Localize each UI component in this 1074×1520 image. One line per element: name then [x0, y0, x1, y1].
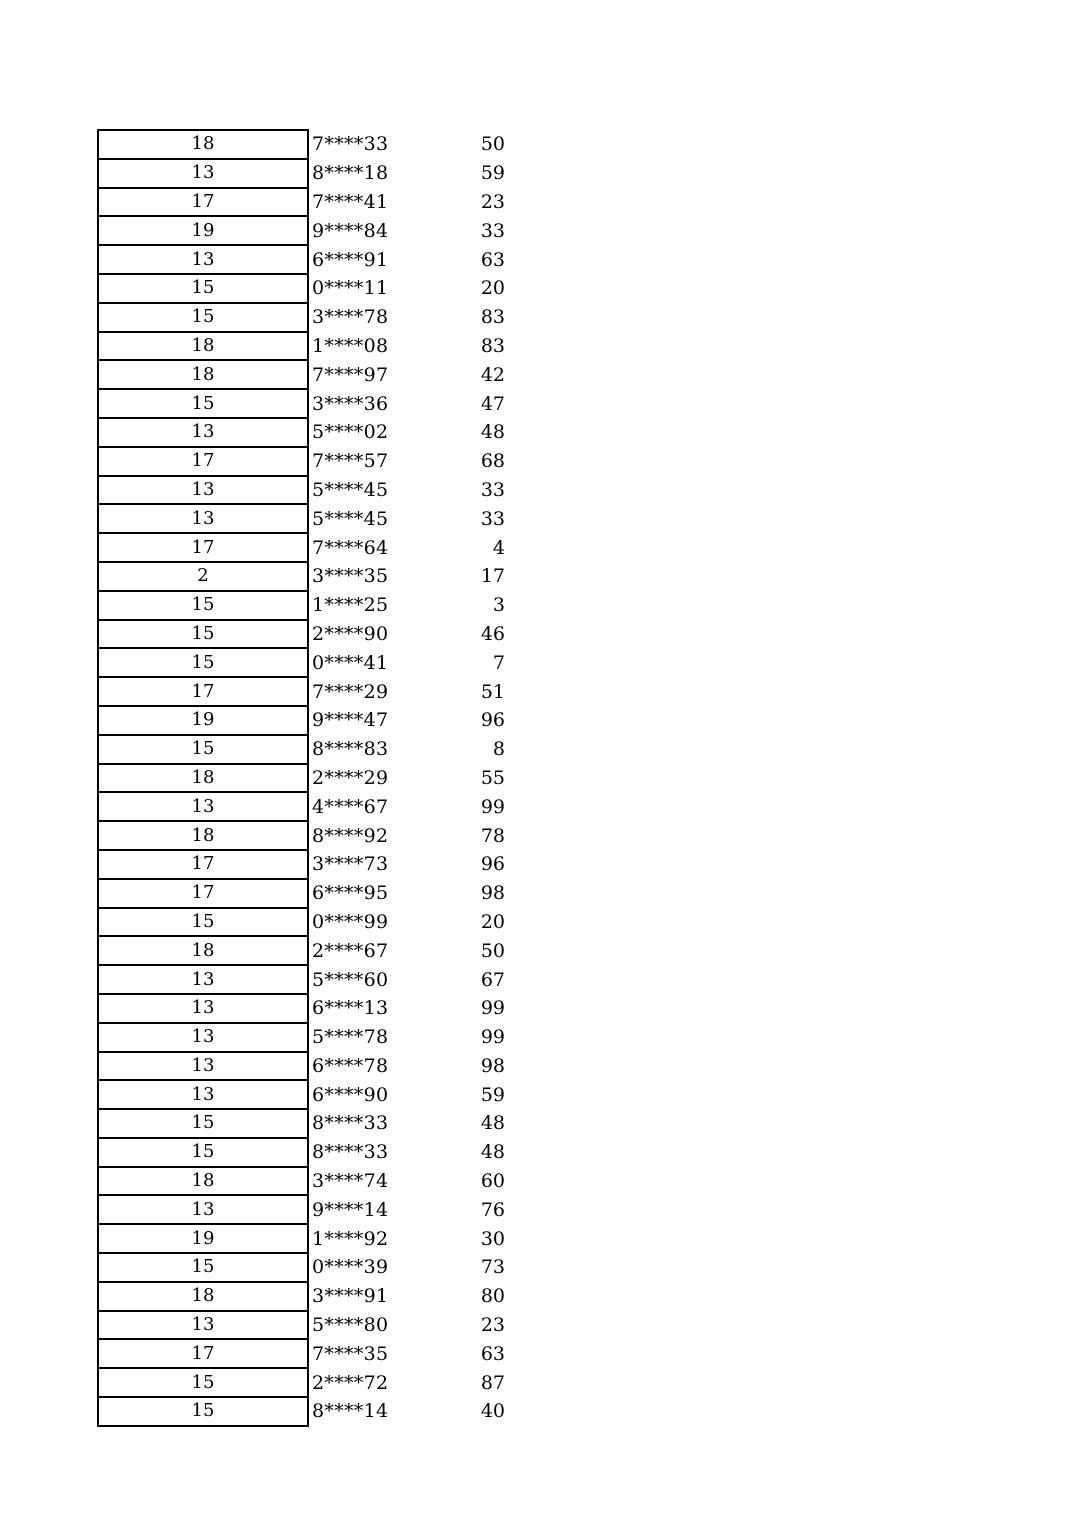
table-row	[98, 159, 507, 188]
masked-id-cell: 9****14	[312, 1198, 389, 1221]
table-row	[98, 936, 507, 965]
group-cell: 18	[98, 1167, 308, 1196]
score-cell: 99	[480, 1026, 505, 1049]
group-cell: 18	[98, 360, 308, 389]
group-cell: 15	[98, 274, 308, 303]
score-cell: 99	[480, 795, 505, 818]
group-cell: 19	[98, 1224, 308, 1253]
score-cell: 23	[480, 190, 505, 213]
group-cell: 15	[98, 303, 308, 332]
table-row	[98, 850, 507, 879]
score-cell: 87	[480, 1371, 505, 1394]
masked-id-cell: 6****95	[312, 882, 389, 905]
table-row	[98, 735, 507, 764]
masked-id-cell: 7****33	[312, 133, 389, 156]
masked-id-cell: 3****78	[312, 306, 389, 329]
group-cell: 13	[98, 1023, 308, 1052]
score-cell: 55	[480, 766, 505, 789]
group-cell: 13	[98, 418, 308, 447]
score-cell: 17	[480, 565, 505, 588]
masked-id-cell: 0****39	[312, 1256, 389, 1279]
score-cell: 76	[480, 1198, 505, 1221]
table-row	[98, 764, 507, 793]
masked-id-cell: 8****83	[312, 738, 389, 761]
score-cell: 7	[492, 651, 505, 674]
table-row	[98, 303, 507, 332]
table-row	[98, 908, 507, 937]
group-cell: 15	[98, 389, 308, 418]
table-row	[98, 533, 507, 562]
masked-id-cell: 0****11	[312, 277, 389, 300]
masked-id-cell: 9****84	[312, 219, 389, 242]
group-cell: 17	[98, 533, 308, 562]
group-cell: 17	[98, 879, 308, 908]
score-cell: 50	[480, 133, 505, 156]
masked-id-cell: 2****90	[312, 622, 389, 645]
score-cell: 63	[480, 248, 505, 271]
table-row	[98, 648, 507, 677]
masked-id-cell: 8****33	[312, 1141, 389, 1164]
score-cell: 4	[492, 536, 505, 559]
score-cell: 20	[480, 277, 505, 300]
table-row	[98, 792, 507, 821]
table-row	[98, 245, 507, 274]
masked-id-cell: 5****45	[312, 478, 389, 501]
table-row	[98, 677, 507, 706]
masked-id-cell: 0****41	[312, 651, 389, 674]
data-table	[97, 129, 508, 1427]
table-row	[98, 821, 507, 850]
table-row	[98, 447, 507, 476]
group-cell: 15	[98, 620, 308, 649]
masked-id-cell: 5****60	[312, 968, 389, 991]
group-cell: 19	[98, 216, 308, 245]
table-row	[98, 1224, 507, 1253]
table-row	[98, 274, 507, 303]
masked-id-cell: 4****67	[312, 795, 389, 818]
group-cell: 18	[98, 332, 308, 361]
table-row	[98, 1339, 507, 1368]
group-cell: 13	[98, 504, 308, 533]
table-row	[98, 1138, 507, 1167]
group-cell: 15	[98, 1397, 308, 1426]
masked-id-cell: 9****47	[312, 709, 389, 732]
group-cell: 17	[98, 677, 308, 706]
group-cell: 18	[98, 1282, 308, 1311]
table-row	[98, 1253, 507, 1282]
score-cell: 50	[480, 939, 505, 962]
table-row	[98, 1282, 507, 1311]
score-cell: 23	[480, 1314, 505, 1337]
table-row	[98, 1195, 507, 1224]
masked-id-cell: 5****02	[312, 421, 389, 444]
score-cell: 33	[480, 219, 505, 242]
score-cell: 48	[480, 1112, 505, 1135]
group-cell: 18	[98, 764, 308, 793]
masked-id-cell: 6****13	[312, 997, 389, 1020]
score-cell: 48	[480, 1141, 505, 1164]
group-cell: 15	[98, 1368, 308, 1397]
score-cell: 46	[480, 622, 505, 645]
score-cell: 59	[480, 1083, 505, 1106]
group-cell: 15	[98, 648, 308, 677]
masked-id-cell: 5****80	[312, 1314, 389, 1337]
table-body	[98, 130, 507, 1426]
table-row	[98, 1167, 507, 1196]
masked-id-cell: 7****35	[312, 1342, 389, 1365]
group-cell: 18	[98, 936, 308, 965]
masked-id-cell: 5****78	[312, 1026, 389, 1049]
score-cell: 40	[480, 1400, 505, 1423]
masked-id-cell: 3****73	[312, 853, 389, 876]
group-cell: 13	[98, 792, 308, 821]
table-row	[98, 879, 507, 908]
group-cell: 15	[98, 1138, 308, 1167]
table-row	[98, 188, 507, 217]
group-cell: 13	[98, 994, 308, 1023]
score-cell: 83	[480, 334, 505, 357]
score-cell: 60	[480, 1170, 505, 1193]
score-cell: 67	[480, 968, 505, 991]
score-cell: 51	[480, 680, 505, 703]
table-row	[98, 1311, 507, 1340]
table-row	[98, 1023, 507, 1052]
score-cell: 80	[480, 1285, 505, 1308]
group-cell: 13	[98, 1311, 308, 1340]
table-row	[98, 332, 507, 361]
score-cell: 47	[480, 392, 505, 415]
masked-id-cell: 3****36	[312, 392, 389, 415]
table-row	[98, 591, 507, 620]
group-cell: 13	[98, 1052, 308, 1081]
masked-id-cell: 6****91	[312, 248, 389, 271]
score-cell: 20	[480, 910, 505, 933]
table-row	[98, 1052, 507, 1081]
group-cell: 15	[98, 1253, 308, 1282]
masked-id-cell: 3****91	[312, 1285, 389, 1308]
group-cell: 13	[98, 965, 308, 994]
masked-id-cell: 7****29	[312, 680, 389, 703]
score-cell: 73	[480, 1256, 505, 1279]
masked-id-cell: 5****45	[312, 507, 389, 530]
masked-id-cell: 8****18	[312, 162, 389, 185]
masked-id-cell: 2****72	[312, 1371, 389, 1394]
score-cell: 96	[480, 853, 505, 876]
score-cell: 30	[480, 1227, 505, 1250]
score-cell: 59	[480, 162, 505, 185]
group-cell: 13	[98, 476, 308, 505]
masked-id-cell: 3****74	[312, 1170, 389, 1193]
group-cell: 2	[98, 562, 308, 591]
table-row	[98, 418, 507, 447]
masked-id-cell: 7****97	[312, 363, 389, 386]
table-row	[98, 130, 507, 159]
table-row	[98, 994, 507, 1023]
masked-id-cell: 3****35	[312, 565, 389, 588]
masked-id-cell: 2****29	[312, 766, 389, 789]
masked-id-cell: 8****14	[312, 1400, 389, 1423]
table-row	[98, 360, 507, 389]
group-cell: 17	[98, 850, 308, 879]
score-cell: 8	[492, 738, 505, 761]
score-cell: 78	[480, 824, 505, 847]
score-cell: 48	[480, 421, 505, 444]
score-cell: 83	[480, 306, 505, 329]
masked-id-cell: 7****41	[312, 190, 389, 213]
score-cell: 98	[480, 1054, 505, 1077]
group-cell: 18	[98, 821, 308, 850]
table-row	[98, 1397, 507, 1426]
table-row	[98, 389, 507, 418]
masked-id-cell: 7****64	[312, 536, 389, 559]
masked-id-cell: 2****67	[312, 939, 389, 962]
group-cell: 17	[98, 188, 308, 217]
score-cell: 63	[480, 1342, 505, 1365]
score-cell: 3	[492, 594, 505, 617]
group-cell: 13	[98, 1080, 308, 1109]
group-cell: 13	[98, 245, 308, 274]
score-cell: 98	[480, 882, 505, 905]
table-row	[98, 1109, 507, 1138]
table-row	[98, 706, 507, 735]
masked-id-cell: 8****33	[312, 1112, 389, 1135]
table-row	[98, 1080, 507, 1109]
score-cell: 96	[480, 709, 505, 732]
masked-id-cell: 1****25	[312, 594, 389, 617]
group-cell: 19	[98, 706, 308, 735]
group-cell: 18	[98, 130, 308, 159]
score-cell: 42	[480, 363, 505, 386]
group-cell: 13	[98, 159, 308, 188]
score-cell: 99	[480, 997, 505, 1020]
table-row	[98, 965, 507, 994]
masked-id-cell: 0****99	[312, 910, 389, 933]
group-cell: 17	[98, 447, 308, 476]
table-row	[98, 504, 507, 533]
masked-id-cell: 7****57	[312, 450, 389, 473]
masked-id-cell: 8****92	[312, 824, 389, 847]
group-cell: 13	[98, 1195, 308, 1224]
table-row	[98, 476, 507, 505]
table-row	[98, 216, 507, 245]
table-row	[98, 1368, 507, 1397]
table-row	[98, 620, 507, 649]
group-cell: 17	[98, 1339, 308, 1368]
score-cell: 33	[480, 507, 505, 530]
group-cell: 15	[98, 908, 308, 937]
score-cell: 33	[480, 478, 505, 501]
group-cell: 15	[98, 591, 308, 620]
masked-id-cell: 1****92	[312, 1227, 389, 1250]
group-cell: 15	[98, 735, 308, 764]
table-row	[98, 562, 507, 591]
score-cell: 68	[480, 450, 505, 473]
group-cell: 15	[98, 1109, 308, 1138]
masked-id-cell: 6****78	[312, 1054, 389, 1077]
masked-id-cell: 6****90	[312, 1083, 389, 1106]
masked-id-cell: 1****08	[312, 334, 389, 357]
